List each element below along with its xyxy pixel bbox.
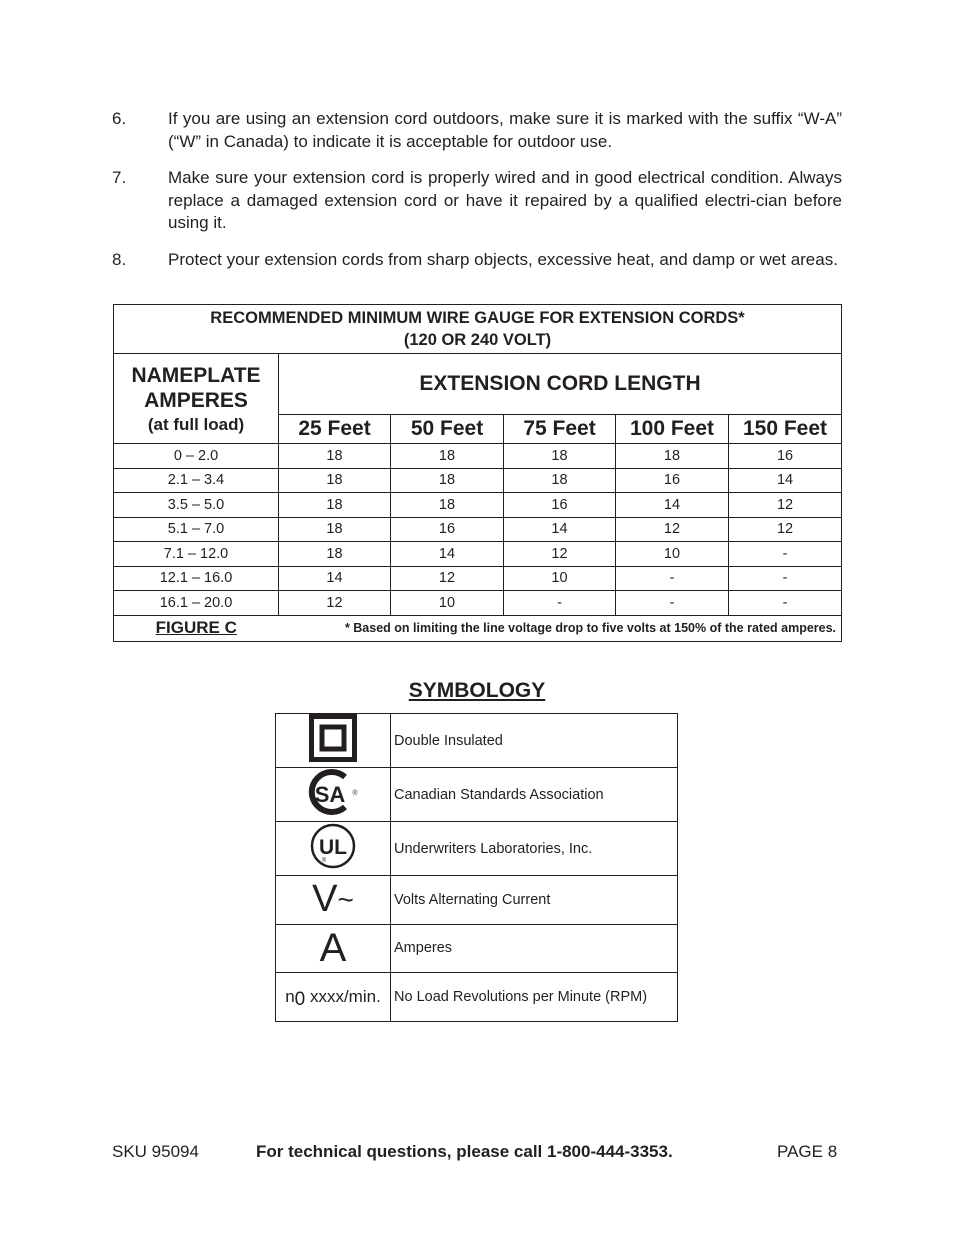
gauge-cell: 14 [279, 566, 391, 591]
symbol-label: Underwriters Laboratories, Inc. [391, 822, 678, 876]
tilde-symbol: ~ [337, 884, 354, 916]
gauge-cell: 10 [616, 542, 729, 567]
symbol-row [276, 714, 678, 768]
amperes-icon: A [319, 926, 347, 971]
gauge-cell: 18 [504, 468, 616, 493]
gauge-cell: 18 [279, 517, 391, 542]
amps-cell: 2.1 – 3.4 [114, 468, 279, 493]
footer-page-number: PAGE 8 [777, 1142, 838, 1161]
symbol-row [276, 822, 678, 876]
instruction-6 [112, 108, 842, 153]
symbol-row [276, 924, 678, 973]
gauge-cell: - [616, 566, 729, 591]
csa-logo-text: SA [314, 782, 346, 807]
gauge-cell: 12 [729, 517, 842, 542]
table-row [114, 444, 842, 469]
symbol-label: Volts Alternating Current [391, 876, 678, 925]
table-row [114, 542, 842, 567]
wire-gauge-table [113, 304, 842, 642]
gauge-cell: 18 [279, 542, 391, 567]
rpm-zero: 0 [294, 988, 306, 1010]
rpm-rest: xxxx/min. [305, 986, 381, 1006]
instruction-number: 8. [112, 250, 127, 269]
gauge-cell: 16 [729, 444, 842, 469]
symbology-title: SYMBOLOGY [408, 679, 546, 702]
instruction-number: 6. [112, 109, 127, 128]
gauge-cell: 16 [616, 468, 729, 493]
gauge-cell: 12 [729, 493, 842, 518]
gauge-cell: 18 [279, 493, 391, 518]
symbol-cell [276, 822, 391, 876]
gauge-cell: 18 [391, 468, 504, 493]
gauge-cell: 18 [504, 444, 616, 469]
footer-sku: SKU 95094 [112, 1142, 199, 1161]
gauge-cell: - [729, 591, 842, 616]
gauge-cell: 12 [616, 517, 729, 542]
table-row [114, 468, 842, 493]
nameplate-label: NAMEPLATE [131, 364, 261, 387]
symbol-row [276, 768, 678, 822]
gauge-cell: 14 [504, 517, 616, 542]
gauge-cell: 18 [391, 444, 504, 469]
symbol-label: Double Insulated [391, 714, 678, 768]
gauge-cell: - [729, 566, 842, 591]
rpm-icon [285, 986, 381, 1010]
instruction-7 [112, 167, 842, 235]
gauge-cell: 14 [391, 542, 504, 567]
symbol-cell [276, 768, 391, 822]
table-row [114, 517, 842, 542]
ul-logo-text: UL [319, 836, 347, 859]
column-header: 50 Feet [391, 415, 504, 444]
amps-cell: 0 – 2.0 [114, 444, 279, 469]
instruction-text: Make sure your extension cord is properly wired and in good electrical condition. Always replace a damaged extension cord or have it repaired by a qualified electri-cian before using it. [168, 168, 842, 232]
rpm-n: n [285, 986, 295, 1006]
double-insulated-icon [309, 714, 357, 762]
amps-cell: 16.1 – 20.0 [114, 591, 279, 616]
figure-label: FIGURE C [114, 615, 279, 641]
gauge-cell: 14 [729, 468, 842, 493]
symbol-label: Amperes [391, 924, 678, 973]
amperes-label: AMPERES [144, 389, 248, 412]
nameplate-amperes-header [114, 354, 279, 444]
symbol-cell [276, 714, 391, 768]
gauge-cell: - [729, 542, 842, 567]
table-row [114, 566, 842, 591]
column-header: 150 Feet [729, 415, 842, 444]
gauge-cell: 16 [504, 493, 616, 518]
amps-cell: 12.1 – 16.0 [114, 566, 279, 591]
symbol-cell [276, 876, 391, 925]
csa-logo-icon [307, 768, 359, 816]
symbol-cell [276, 973, 391, 1022]
symbol-row [276, 973, 678, 1022]
gauge-cell: 12 [504, 542, 616, 567]
registered-mark: ® [352, 790, 358, 797]
symbol-cell [276, 924, 391, 973]
table-row [114, 591, 842, 616]
column-header: 100 Feet [616, 415, 729, 444]
column-header: 75 Feet [504, 415, 616, 444]
gauge-cell: 10 [391, 591, 504, 616]
footer-phone: For technical questions, please call 1-800-444-3353. [256, 1142, 673, 1161]
table-title [114, 305, 842, 354]
amps-cell: 7.1 – 12.0 [114, 542, 279, 567]
extension-cord-length-header: EXTENSION CORD LENGTH [279, 354, 842, 415]
symbol-row [276, 876, 678, 925]
amps-cell: 5.1 – 7.0 [114, 517, 279, 542]
symbol-label: No Load Revolutions per Minute (RPM) [391, 973, 678, 1022]
volts-ac-icon [312, 878, 354, 920]
instruction-8 [112, 249, 842, 272]
full-load-label: (at full load) [147, 415, 245, 434]
instruction-text: Protect your extension cords from sharp objects, excessive heat, and damp or wet areas. [168, 250, 838, 269]
table-title-line2: (120 OR 240 VOLT) [403, 331, 552, 349]
amps-cell: 3.5 – 5.0 [114, 493, 279, 518]
gauge-cell: 18 [279, 444, 391, 469]
gauge-cell: - [504, 591, 616, 616]
gauge-cell: 14 [616, 493, 729, 518]
table-title-line1: RECOMMENDED MINIMUM WIRE GAUGE FOR EXTENSION CORDS* [210, 309, 745, 327]
table-row [114, 493, 842, 518]
gauge-cell: 12 [279, 591, 391, 616]
gauge-cell: 18 [279, 468, 391, 493]
ul-logo-icon [309, 822, 357, 870]
symbol-label: Canadian Standards Association [391, 768, 678, 822]
table-footnote: * Based on limiting the line voltage drop to five volts at 150% of the rated amperes. [279, 615, 842, 641]
gauge-cell: 18 [391, 493, 504, 518]
instruction-text: If you are using an extension cord outdoors, make sure it is marked with the suffix “W-A” (“W” in Canada) to indicate it is acceptable for outdoor use. [168, 109, 842, 151]
registered-mark: ® [321, 858, 327, 864]
instruction-number: 7. [112, 168, 127, 187]
gauge-cell: 16 [391, 517, 504, 542]
gauge-cell: 10 [504, 566, 616, 591]
symbology-table [275, 713, 678, 1022]
gauge-cell: 18 [616, 444, 729, 469]
gauge-cell: - [616, 591, 729, 616]
volts-symbol: V [312, 878, 338, 921]
gauge-cell: 12 [391, 566, 504, 591]
column-header: 25 Feet [279, 415, 391, 444]
